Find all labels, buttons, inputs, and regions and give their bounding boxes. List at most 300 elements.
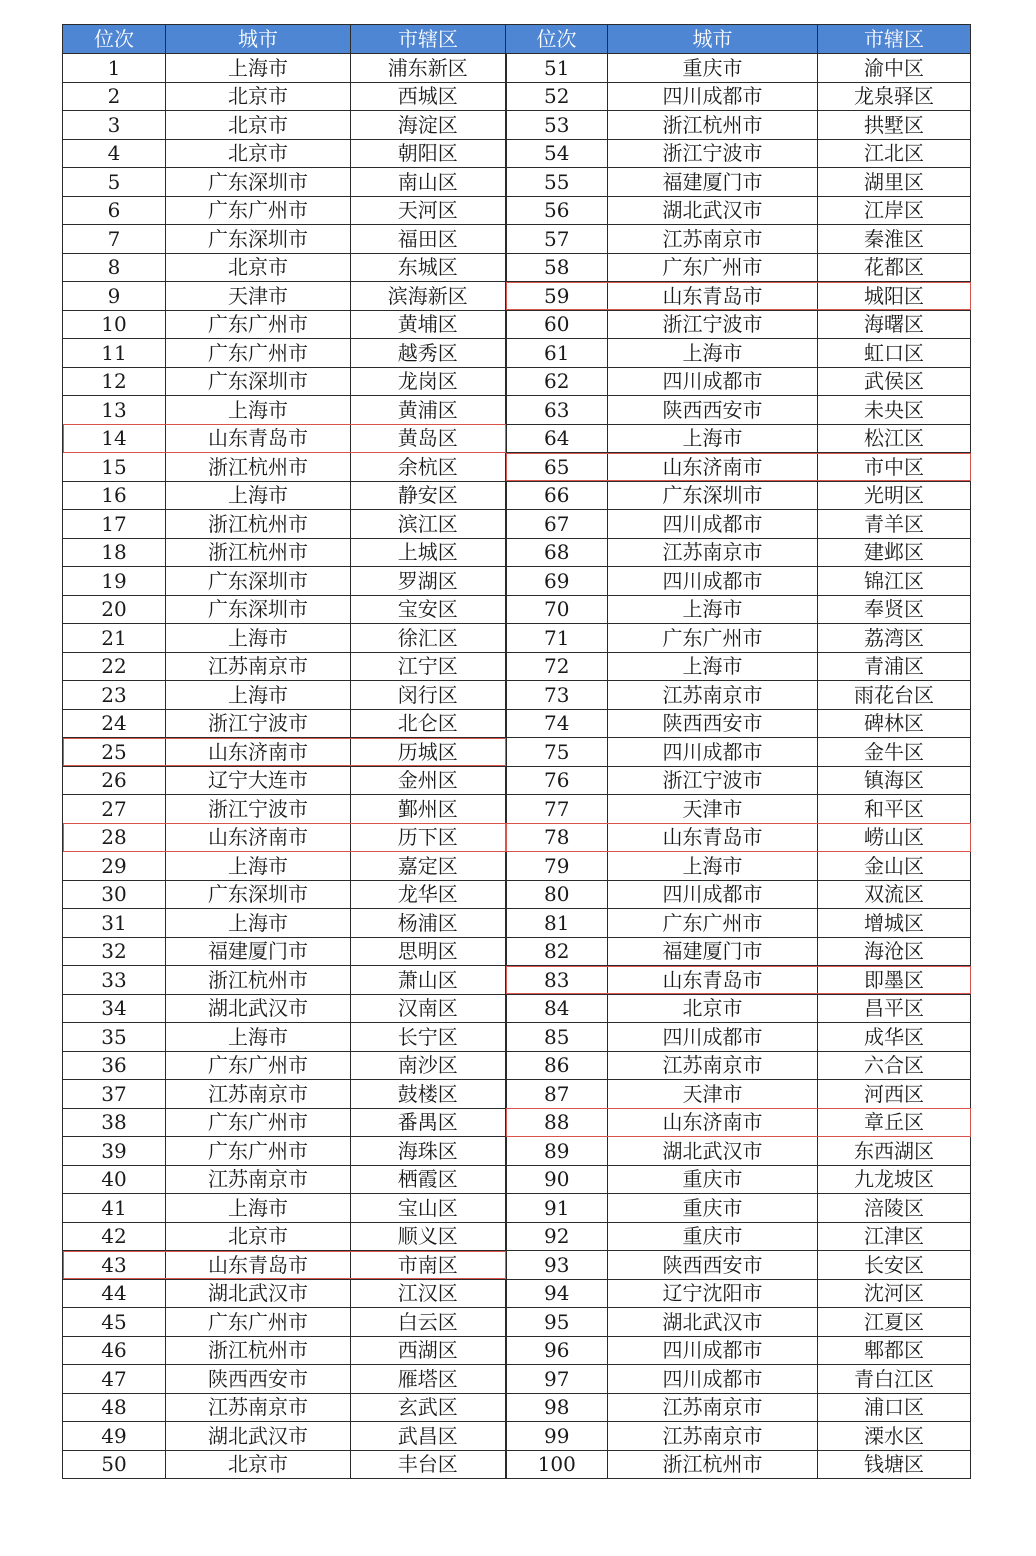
table-row xyxy=(63,1137,971,1166)
left-rank-cell: 10 xyxy=(63,310,166,339)
right-district-cell: 昌平区 xyxy=(818,994,971,1023)
left-rank-cell: 27 xyxy=(63,795,166,824)
right-city-cell: 上海市 xyxy=(608,652,818,681)
left-city-cell: 广东广州市 xyxy=(166,339,351,368)
left-district-cell: 黄埔区 xyxy=(351,310,506,339)
left-district-cell: 栖霞区 xyxy=(351,1165,506,1194)
left-rank-cell: 3 xyxy=(63,111,166,140)
header-city: 城市 xyxy=(608,25,818,54)
right-rank-cell: 97 xyxy=(506,1365,608,1394)
left-district-cell: 西湖区 xyxy=(351,1336,506,1365)
left-city-cell: 上海市 xyxy=(166,481,351,510)
left-district-cell: 宝山区 xyxy=(351,1194,506,1223)
table-row xyxy=(63,1251,971,1280)
right-district-cell: 花都区 xyxy=(818,253,971,282)
left-rank-cell: 16 xyxy=(63,481,166,510)
left-city-cell: 广东广州市 xyxy=(166,1308,351,1337)
right-rank-cell: 92 xyxy=(506,1222,608,1251)
right-city-cell: 江苏南京市 xyxy=(608,225,818,254)
left-district-cell: 海淀区 xyxy=(351,111,506,140)
right-district-cell: 青羊区 xyxy=(818,510,971,539)
right-district-cell: 建邺区 xyxy=(818,538,971,567)
right-district-cell: 秦淮区 xyxy=(818,225,971,254)
right-district-cell: 青浦区 xyxy=(818,652,971,681)
table-row xyxy=(63,738,971,767)
right-district-cell: 溧水区 xyxy=(818,1422,971,1451)
table-row xyxy=(63,652,971,681)
left-district-cell: 闵行区 xyxy=(351,681,506,710)
left-city-cell: 山东济南市 xyxy=(166,738,351,767)
right-district-cell: 海曙区 xyxy=(818,310,971,339)
right-city-cell: 四川成都市 xyxy=(608,1336,818,1365)
right-district-cell: 钱塘区 xyxy=(818,1450,971,1479)
right-city-cell: 山东青岛市 xyxy=(608,966,818,995)
table-row xyxy=(63,966,971,995)
table-row xyxy=(63,1108,971,1137)
right-city-cell: 重庆市 xyxy=(608,54,818,83)
left-rank-cell: 42 xyxy=(63,1222,166,1251)
left-district-cell: 鼓楼区 xyxy=(351,1080,506,1109)
right-city-cell: 四川成都市 xyxy=(608,510,818,539)
table-row xyxy=(63,1365,971,1394)
left-city-cell: 浙江杭州市 xyxy=(166,510,351,539)
table-row xyxy=(63,567,971,596)
table-row xyxy=(63,1393,971,1422)
right-district-cell: 金山区 xyxy=(818,852,971,881)
table-row xyxy=(63,481,971,510)
table-row xyxy=(63,282,971,311)
right-district-cell: 郫都区 xyxy=(818,1336,971,1365)
right-city-cell: 江苏南京市 xyxy=(608,681,818,710)
left-district-cell: 徐汇区 xyxy=(351,624,506,653)
left-city-cell: 江苏南京市 xyxy=(166,652,351,681)
right-city-cell: 江苏南京市 xyxy=(608,1422,818,1451)
left-city-cell: 北京市 xyxy=(166,111,351,140)
left-district-cell: 番禺区 xyxy=(351,1108,506,1137)
left-city-cell: 北京市 xyxy=(166,1222,351,1251)
left-city-cell: 天津市 xyxy=(166,282,351,311)
left-district-cell: 汉南区 xyxy=(351,994,506,1023)
right-rank-cell: 94 xyxy=(506,1279,608,1308)
left-rank-cell: 12 xyxy=(63,367,166,396)
right-district-cell: 浦口区 xyxy=(818,1393,971,1422)
left-district-cell: 江宁区 xyxy=(351,652,506,681)
left-city-cell: 广东广州市 xyxy=(166,1137,351,1166)
left-city-cell: 山东济南市 xyxy=(166,823,351,852)
right-city-cell: 广东广州市 xyxy=(608,909,818,938)
table-row xyxy=(63,1080,971,1109)
right-city-cell: 四川成都市 xyxy=(608,738,818,767)
table-row xyxy=(63,367,971,396)
left-rank-cell: 23 xyxy=(63,681,166,710)
left-rank-cell: 47 xyxy=(63,1365,166,1394)
right-city-cell: 重庆市 xyxy=(608,1165,818,1194)
right-rank-cell: 74 xyxy=(506,709,608,738)
left-rank-cell: 14 xyxy=(63,424,166,453)
table-row xyxy=(63,310,971,339)
right-district-cell: 江岸区 xyxy=(818,196,971,225)
left-rank-cell: 49 xyxy=(63,1422,166,1451)
left-city-cell: 陕西西安市 xyxy=(166,1365,351,1394)
left-rank-cell: 4 xyxy=(63,139,166,168)
right-district-cell: 即墨区 xyxy=(818,966,971,995)
left-district-cell: 上城区 xyxy=(351,538,506,567)
right-district-cell: 未央区 xyxy=(818,396,971,425)
left-rank-cell: 19 xyxy=(63,567,166,596)
right-district-cell: 龙泉驿区 xyxy=(818,82,971,111)
left-city-cell: 浙江杭州市 xyxy=(166,966,351,995)
right-rank-cell: 62 xyxy=(506,367,608,396)
table-row xyxy=(63,253,971,282)
right-city-cell: 四川成都市 xyxy=(608,1365,818,1394)
right-rank-cell: 73 xyxy=(506,681,608,710)
left-rank-cell: 32 xyxy=(63,937,166,966)
left-district-cell: 余杭区 xyxy=(351,453,506,482)
right-city-cell: 江苏南京市 xyxy=(608,538,818,567)
right-rank-cell: 72 xyxy=(506,652,608,681)
left-city-cell: 浙江杭州市 xyxy=(166,1336,351,1365)
right-district-cell: 武侯区 xyxy=(818,367,971,396)
table-row xyxy=(63,681,971,710)
left-city-cell: 北京市 xyxy=(166,82,351,111)
right-rank-cell: 85 xyxy=(506,1023,608,1052)
right-district-cell: 松江区 xyxy=(818,424,971,453)
right-city-cell: 四川成都市 xyxy=(608,880,818,909)
right-rank-cell: 95 xyxy=(506,1308,608,1337)
right-rank-cell: 70 xyxy=(506,595,608,624)
right-city-cell: 陕西西安市 xyxy=(608,709,818,738)
right-rank-cell: 81 xyxy=(506,909,608,938)
table-row xyxy=(63,1194,971,1223)
table-row xyxy=(63,1165,971,1194)
left-city-cell: 广东广州市 xyxy=(166,196,351,225)
left-city-cell: 浙江杭州市 xyxy=(166,453,351,482)
right-district-cell: 渝中区 xyxy=(818,54,971,83)
right-rank-cell: 96 xyxy=(506,1336,608,1365)
left-district-cell: 滨海新区 xyxy=(351,282,506,311)
right-district-cell: 长安区 xyxy=(818,1251,971,1280)
left-district-cell: 罗湖区 xyxy=(351,567,506,596)
left-district-cell: 南沙区 xyxy=(351,1051,506,1080)
left-city-cell: 江苏南京市 xyxy=(166,1080,351,1109)
right-city-cell: 浙江宁波市 xyxy=(608,766,818,795)
table-row xyxy=(63,909,971,938)
right-city-cell: 山东青岛市 xyxy=(608,823,818,852)
table-row xyxy=(63,225,971,254)
table-row xyxy=(63,82,971,111)
right-district-cell: 沈河区 xyxy=(818,1279,971,1308)
left-city-cell: 浙江杭州市 xyxy=(166,538,351,567)
left-city-cell: 北京市 xyxy=(166,139,351,168)
right-rank-cell: 57 xyxy=(506,225,608,254)
right-city-cell: 重庆市 xyxy=(608,1222,818,1251)
right-rank-cell: 83 xyxy=(506,966,608,995)
left-rank-cell: 20 xyxy=(63,595,166,624)
table-row xyxy=(63,1023,971,1052)
table-row xyxy=(63,1450,971,1479)
left-rank-cell: 21 xyxy=(63,624,166,653)
table-row xyxy=(63,1308,971,1337)
right-district-cell: 河西区 xyxy=(818,1080,971,1109)
left-city-cell: 广东深圳市 xyxy=(166,880,351,909)
right-rank-cell: 53 xyxy=(506,111,608,140)
left-rank-cell: 11 xyxy=(63,339,166,368)
right-district-cell: 虹口区 xyxy=(818,339,971,368)
left-city-cell: 上海市 xyxy=(166,852,351,881)
left-city-cell: 广东深圳市 xyxy=(166,567,351,596)
right-city-cell: 浙江宁波市 xyxy=(608,310,818,339)
table-row xyxy=(63,1279,971,1308)
right-district-cell: 六合区 xyxy=(818,1051,971,1080)
right-district-cell: 江津区 xyxy=(818,1222,971,1251)
right-city-cell: 江苏南京市 xyxy=(608,1051,818,1080)
left-district-cell: 市南区 xyxy=(351,1251,506,1280)
header-rank: 位次 xyxy=(506,25,608,54)
right-rank-cell: 80 xyxy=(506,880,608,909)
right-rank-cell: 67 xyxy=(506,510,608,539)
table-row xyxy=(63,139,971,168)
left-city-cell: 上海市 xyxy=(166,681,351,710)
right-rank-cell: 98 xyxy=(506,1393,608,1422)
right-city-cell: 天津市 xyxy=(608,1080,818,1109)
left-district-cell: 玄武区 xyxy=(351,1393,506,1422)
right-city-cell: 四川成都市 xyxy=(608,367,818,396)
table-row xyxy=(63,196,971,225)
right-city-cell: 四川成都市 xyxy=(608,567,818,596)
left-rank-cell: 26 xyxy=(63,766,166,795)
right-rank-cell: 93 xyxy=(506,1251,608,1280)
left-rank-cell: 45 xyxy=(63,1308,166,1337)
right-district-cell: 碑林区 xyxy=(818,709,971,738)
right-rank-cell: 54 xyxy=(506,139,608,168)
left-rank-cell: 48 xyxy=(63,1393,166,1422)
right-city-cell: 四川成都市 xyxy=(608,82,818,111)
left-rank-cell: 2 xyxy=(63,82,166,111)
left-city-cell: 浙江宁波市 xyxy=(166,709,351,738)
left-district-cell: 黄岛区 xyxy=(351,424,506,453)
right-city-cell: 浙江杭州市 xyxy=(608,1450,818,1479)
table-row xyxy=(63,1422,971,1451)
left-city-cell: 山东青岛市 xyxy=(166,424,351,453)
left-rank-cell: 13 xyxy=(63,396,166,425)
right-rank-cell: 76 xyxy=(506,766,608,795)
right-rank-cell: 86 xyxy=(506,1051,608,1080)
table-row xyxy=(63,111,971,140)
left-district-cell: 黄浦区 xyxy=(351,396,506,425)
left-city-cell: 上海市 xyxy=(166,1194,351,1223)
left-district-cell: 顺义区 xyxy=(351,1222,506,1251)
left-rank-cell: 38 xyxy=(63,1108,166,1137)
right-rank-cell: 82 xyxy=(506,937,608,966)
right-district-cell: 章丘区 xyxy=(818,1108,971,1137)
right-city-cell: 福建厦门市 xyxy=(608,937,818,966)
left-city-cell: 上海市 xyxy=(166,1023,351,1052)
left-rank-cell: 5 xyxy=(63,168,166,197)
right-rank-cell: 59 xyxy=(506,282,608,311)
right-district-cell: 城阳区 xyxy=(818,282,971,311)
left-city-cell: 北京市 xyxy=(166,253,351,282)
left-district-cell: 长宁区 xyxy=(351,1023,506,1052)
left-district-cell: 丰台区 xyxy=(351,1450,506,1479)
header-rank: 位次 xyxy=(63,25,166,54)
right-city-cell: 广东广州市 xyxy=(608,624,818,653)
right-district-cell: 增城区 xyxy=(818,909,971,938)
header-district: 市辖区 xyxy=(818,25,971,54)
left-rank-cell: 34 xyxy=(63,994,166,1023)
left-city-cell: 广东深圳市 xyxy=(166,595,351,624)
right-rank-cell: 79 xyxy=(506,852,608,881)
right-district-cell: 青白江区 xyxy=(818,1365,971,1394)
left-city-cell: 江苏南京市 xyxy=(166,1393,351,1422)
right-district-cell: 九龙坡区 xyxy=(818,1165,971,1194)
right-city-cell: 湖北武汉市 xyxy=(608,196,818,225)
right-district-cell: 荔湾区 xyxy=(818,624,971,653)
header-city: 城市 xyxy=(166,25,351,54)
right-city-cell: 陕西西安市 xyxy=(608,396,818,425)
right-rank-cell: 68 xyxy=(506,538,608,567)
left-rank-cell: 36 xyxy=(63,1051,166,1080)
left-district-cell: 东城区 xyxy=(351,253,506,282)
right-city-cell: 湖北武汉市 xyxy=(608,1308,818,1337)
left-district-cell: 雁塔区 xyxy=(351,1365,506,1394)
table-row xyxy=(63,994,971,1023)
header-district: 市辖区 xyxy=(351,25,506,54)
left-district-cell: 西城区 xyxy=(351,82,506,111)
left-city-cell: 江苏南京市 xyxy=(166,1165,351,1194)
left-district-cell: 嘉定区 xyxy=(351,852,506,881)
left-rank-cell: 18 xyxy=(63,538,166,567)
left-city-cell: 上海市 xyxy=(166,54,351,83)
left-city-cell: 广东广州市 xyxy=(166,1108,351,1137)
left-district-cell: 天河区 xyxy=(351,196,506,225)
table-row xyxy=(63,396,971,425)
table-row xyxy=(63,1336,971,1365)
left-district-cell: 南山区 xyxy=(351,168,506,197)
right-rank-cell: 56 xyxy=(506,196,608,225)
right-district-cell: 光明区 xyxy=(818,481,971,510)
left-city-cell: 广东深圳市 xyxy=(166,367,351,396)
right-city-cell: 上海市 xyxy=(608,339,818,368)
left-district-cell: 滨江区 xyxy=(351,510,506,539)
left-district-cell: 浦东新区 xyxy=(351,54,506,83)
left-district-cell: 福田区 xyxy=(351,225,506,254)
right-city-cell: 重庆市 xyxy=(608,1194,818,1223)
right-city-cell: 上海市 xyxy=(608,852,818,881)
right-rank-cell: 91 xyxy=(506,1194,608,1223)
left-district-cell: 杨浦区 xyxy=(351,909,506,938)
left-rank-cell: 9 xyxy=(63,282,166,311)
left-rank-cell: 6 xyxy=(63,196,166,225)
left-rank-cell: 17 xyxy=(63,510,166,539)
right-district-cell: 双流区 xyxy=(818,880,971,909)
left-district-cell: 龙岗区 xyxy=(351,367,506,396)
left-rank-cell: 35 xyxy=(63,1023,166,1052)
left-district-cell: 朝阳区 xyxy=(351,139,506,168)
left-city-cell: 湖北武汉市 xyxy=(166,1422,351,1451)
left-rank-cell: 43 xyxy=(63,1251,166,1280)
left-rank-cell: 40 xyxy=(63,1165,166,1194)
right-rank-cell: 69 xyxy=(506,567,608,596)
right-district-cell: 涪陵区 xyxy=(818,1194,971,1223)
left-city-cell: 上海市 xyxy=(166,909,351,938)
right-rank-cell: 89 xyxy=(506,1137,608,1166)
table-row xyxy=(63,624,971,653)
right-rank-cell: 71 xyxy=(506,624,608,653)
left-district-cell: 白云区 xyxy=(351,1308,506,1337)
right-city-cell: 北京市 xyxy=(608,994,818,1023)
table-row xyxy=(63,709,971,738)
right-district-cell: 奉贤区 xyxy=(818,595,971,624)
right-city-cell: 福建厦门市 xyxy=(608,168,818,197)
right-city-cell: 江苏南京市 xyxy=(608,1393,818,1422)
right-rank-cell: 77 xyxy=(506,795,608,824)
right-district-cell: 锦江区 xyxy=(818,567,971,596)
left-district-cell: 鄞州区 xyxy=(351,795,506,824)
left-district-cell: 越秀区 xyxy=(351,339,506,368)
left-rank-cell: 8 xyxy=(63,253,166,282)
left-rank-cell: 29 xyxy=(63,852,166,881)
left-rank-cell: 24 xyxy=(63,709,166,738)
left-district-cell: 江汉区 xyxy=(351,1279,506,1308)
right-rank-cell: 90 xyxy=(506,1165,608,1194)
right-district-cell: 崂山区 xyxy=(818,823,971,852)
table-row xyxy=(63,510,971,539)
table-row xyxy=(63,453,971,482)
right-district-cell: 和平区 xyxy=(818,795,971,824)
left-rank-cell: 15 xyxy=(63,453,166,482)
right-district-cell: 镇海区 xyxy=(818,766,971,795)
right-rank-cell: 60 xyxy=(506,310,608,339)
left-district-cell: 龙华区 xyxy=(351,880,506,909)
ranking-table xyxy=(62,24,971,1479)
left-rank-cell: 44 xyxy=(63,1279,166,1308)
right-city-cell: 浙江宁波市 xyxy=(608,139,818,168)
right-district-cell: 成华区 xyxy=(818,1023,971,1052)
right-rank-cell: 99 xyxy=(506,1422,608,1451)
right-district-cell: 东西湖区 xyxy=(818,1137,971,1166)
right-rank-cell: 78 xyxy=(506,823,608,852)
left-rank-cell: 22 xyxy=(63,652,166,681)
left-rank-cell: 1 xyxy=(63,54,166,83)
right-rank-cell: 51 xyxy=(506,54,608,83)
left-rank-cell: 41 xyxy=(63,1194,166,1223)
right-rank-cell: 75 xyxy=(506,738,608,767)
table-row xyxy=(63,538,971,567)
right-district-cell: 海沧区 xyxy=(818,937,971,966)
right-city-cell: 天津市 xyxy=(608,795,818,824)
left-rank-cell: 46 xyxy=(63,1336,166,1365)
left-district-cell: 历下区 xyxy=(351,823,506,852)
left-rank-cell: 7 xyxy=(63,225,166,254)
left-city-cell: 辽宁大连市 xyxy=(166,766,351,795)
left-city-cell: 湖北武汉市 xyxy=(166,1279,351,1308)
left-district-cell: 海珠区 xyxy=(351,1137,506,1166)
right-rank-cell: 64 xyxy=(506,424,608,453)
left-district-cell: 思明区 xyxy=(351,937,506,966)
table-row xyxy=(63,595,971,624)
right-rank-cell: 87 xyxy=(506,1080,608,1109)
table-row xyxy=(63,852,971,881)
right-city-cell: 山东济南市 xyxy=(608,453,818,482)
right-rank-cell: 65 xyxy=(506,453,608,482)
left-city-cell: 上海市 xyxy=(166,624,351,653)
left-district-cell: 宝安区 xyxy=(351,595,506,624)
header-row xyxy=(63,25,971,54)
right-district-cell: 湖里区 xyxy=(818,168,971,197)
left-district-cell: 金州区 xyxy=(351,766,506,795)
left-city-cell: 广东广州市 xyxy=(166,310,351,339)
right-city-cell: 山东济南市 xyxy=(608,1108,818,1137)
